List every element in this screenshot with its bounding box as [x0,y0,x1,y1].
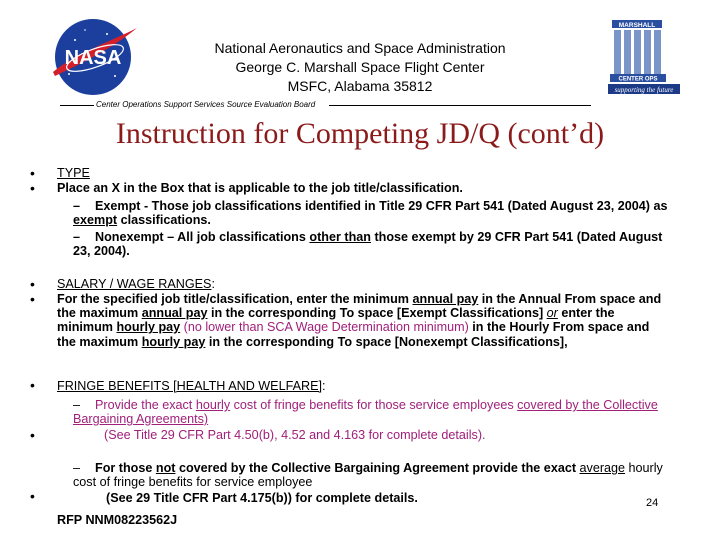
msfc-logo-sub: CENTER OPS [618,76,658,83]
bullet: • [30,180,35,196]
type-nonexempt: – Nonexempt – All job classifications other than those exempt by 29 CFR Part 541 (Dated August 23, 2004). [73,230,663,259]
fringe-not-covered: – For those not covered by the Collective Bargaining Agreement provide the exact average hourly cost of fringe benefits for service employee [73,461,663,490]
type-instruction: Place an X in the Box that is applicable to the job title/classification. [57,181,463,195]
slide-title: Instruction for Competing JD/Q (cont’d) [115,117,605,150]
bullet: • [30,488,35,504]
msfc-logo-text: MARSHALL [618,22,656,29]
header-line-2: George C. Marshall Space Flight Center [235,59,485,75]
bullet: • [30,165,35,181]
bullet: • [30,377,35,393]
header-line-3: MSFC, Alabama 35812 [287,78,433,94]
rfp-number: RFP NNM08223562J [57,513,178,527]
salary-heading: SALARY / WAGE RANGES: [57,277,215,291]
bullet: • [30,291,35,307]
header-line-1: National Aeronautics and Space Administration [214,40,506,56]
nasa-logo-text: NASA [64,47,122,69]
board-name: Center Operations Support Services Source Evaluation Board [96,100,316,109]
fringe-covered: – Provide the exact hourly cost of fringe benefits for those service employees covered by the Collective Bargaining Agreements) [73,398,658,427]
type-exempt: – Exempt - Those job classifications identified in Title 29 CFR Part 541 (Dated August 23, 2004) as exempt classifications. [73,199,668,228]
fringe-heading: FRINGE BENEFITS [HEALTH AND WELFARE]: [57,379,326,393]
msfc-logo-tag: supporting the future [614,86,674,94]
bullet: • [30,427,35,443]
page-number: 24 [646,497,659,509]
type-heading: TYPE [57,166,90,180]
fringe-covered-ref: (See Title 29 CFR Part 4.50(b), 4.52 and 4.163 for complete details). [104,428,486,442]
header-rule-right [329,105,591,106]
fringe-not-covered-ref: (See 29 Title CFR Part 4.175(b)) for complete details. [106,491,418,505]
header-rule-left [60,105,94,106]
bullet: • [30,276,35,292]
salary-body: For the specified job title/classification, enter the minimum annual pay in the Annual From space and the maximum annual pay in the corresponding To space [Exempt Classifications] or enter the minimum hourly pay (no lower than SCA Wage Determination minimum) in the Hourly From space and the maximum hourly pay in the corresponding To space [Nonexempt Classifications], [57,292,662,349]
